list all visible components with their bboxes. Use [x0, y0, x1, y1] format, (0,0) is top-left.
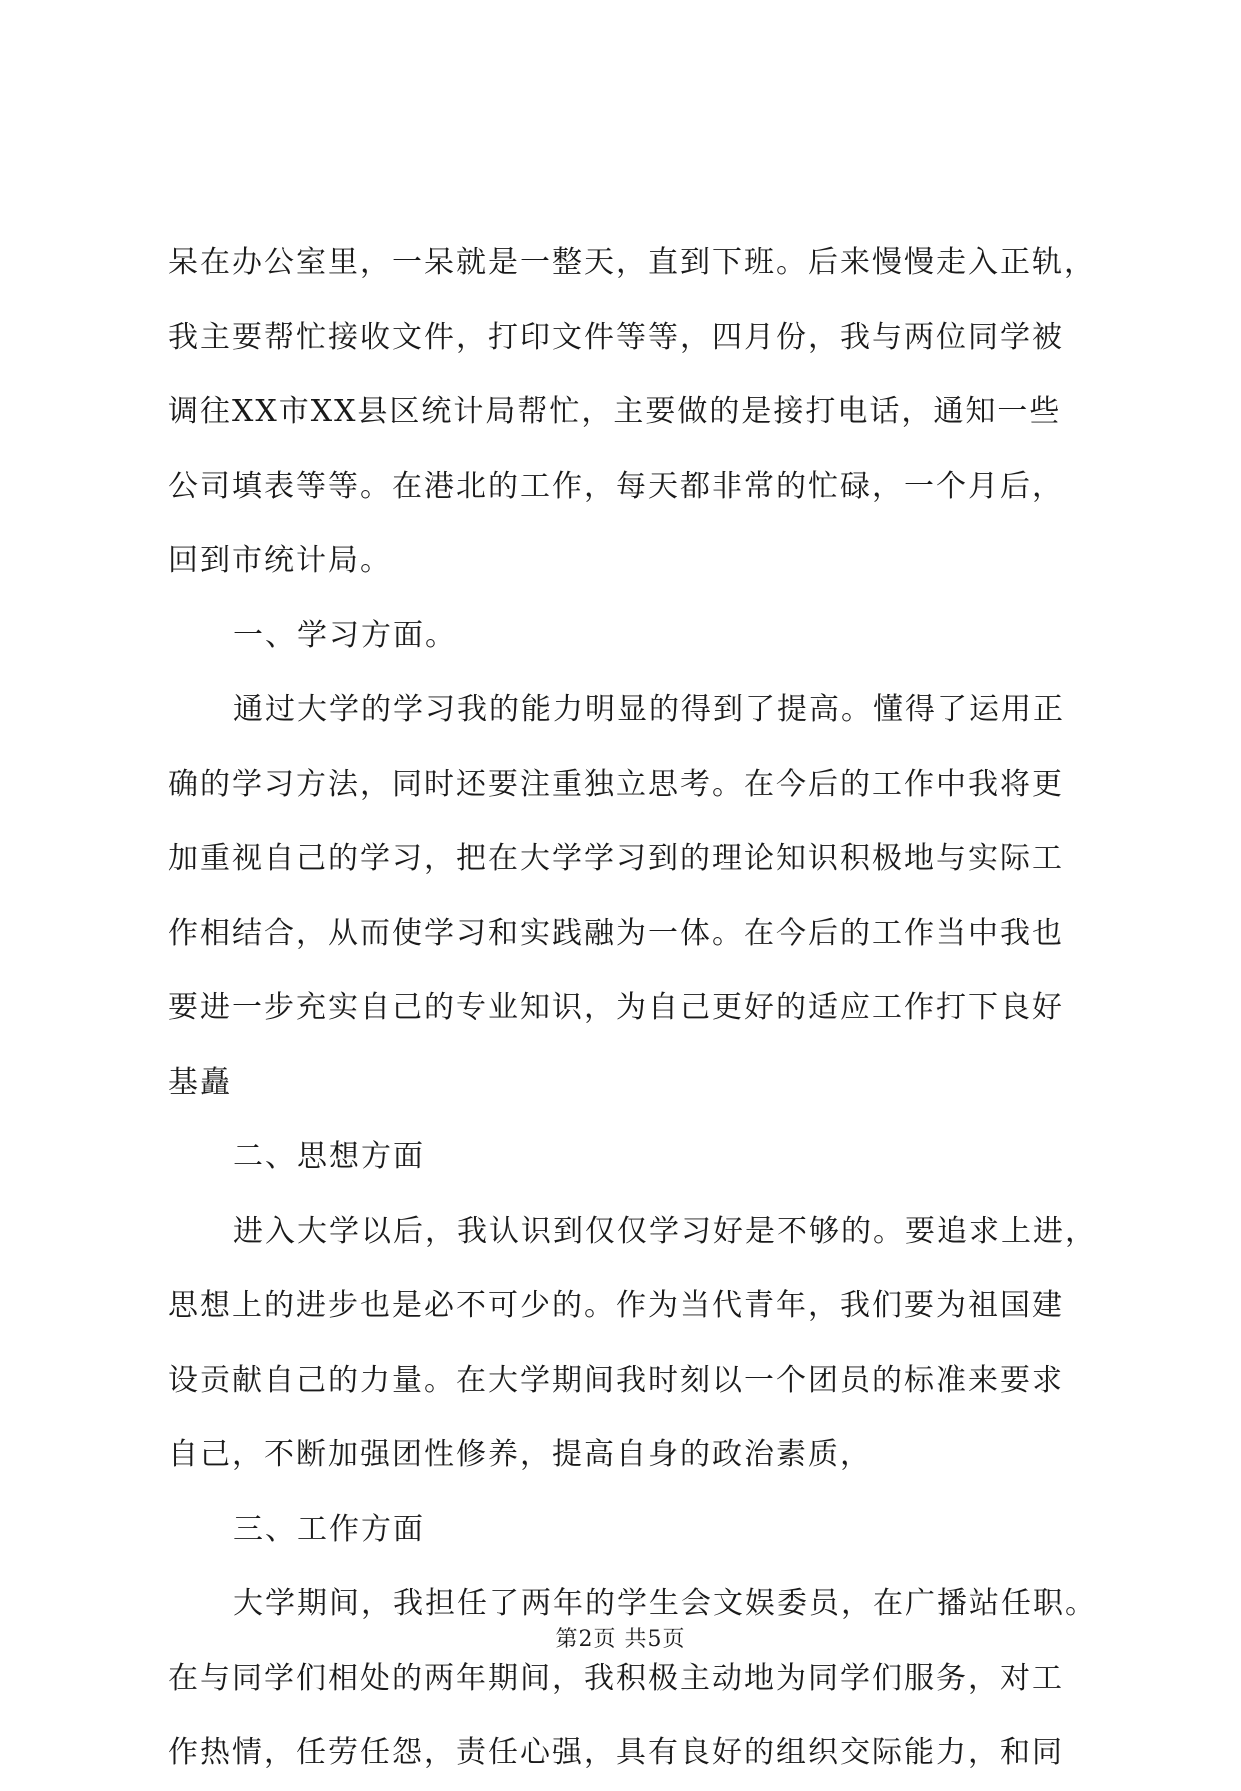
page-number-footer: 第2页 共5页 — [555, 1627, 686, 1652]
text-line: 在与同学们相处的两年期间，我积极主动地为同学们服务，对工 — [168, 1660, 1064, 1696]
text-line: 设贡献自己的力量。在大学期间我时刻以一个团员的标准来要求 — [168, 1362, 1064, 1398]
text-line: 加重视自己的学习，把在大学学习到的理论知识积极地与实际工 — [168, 841, 1064, 876]
text-line: 确的学习方法，同时还要注重独立思考。在今后的工作中我将更 — [168, 766, 1064, 802]
text-line: 我主要帮忙接收文件，打印文件等等，四月份，我与两位同学被 — [168, 319, 1064, 355]
text-line: 回到市统计局。 — [168, 543, 392, 578]
paragraph-start: 大学期间，我担任了两年的学生会文娱委员，在广播站任职。 — [233, 1586, 1097, 1621]
text-line: 呆在办公室里，一呆就是一整天，直到下班。后来慢慢走入正轨， — [168, 245, 1096, 280]
paragraph-start: 进入大学以后，我认识到仅仅学习好是不够的。要追求上进， — [233, 1213, 1097, 1249]
text-line: 公司填表等等。在港北的工作，每天都非常的忙碌，一个月后， — [168, 468, 1064, 504]
text-line: 调往XX市XX县区统计局帮忙，主要做的是接打电话，通知一些 — [168, 394, 1062, 429]
text-line: 思想上的进步也是必不可少的。作为当代青年，我们要为祖国建 — [168, 1288, 1064, 1323]
section-heading-work: 三、工作方面 — [233, 1511, 425, 1547]
text-line: 基矗 — [168, 1064, 232, 1100]
text-line: 要进一步充实自己的专业知识，为自己更好的适应工作打下良好 — [168, 990, 1064, 1025]
document-body — [168, 226, 1097, 1791]
paragraph-start: 通过大学的学习我的能力明显的得到了提高。懂得了运用正 — [233, 692, 1065, 727]
text-line: 作相结合，从而使学习和实践融为一体。在今后的工作当中我也 — [168, 915, 1064, 951]
section-heading-thought: 二、思想方面 — [233, 1139, 425, 1174]
text-line: 自己，不断加强团性修养，提高自身的政治素质， — [168, 1437, 872, 1472]
section-heading-study: 一、学习方面。 — [233, 617, 457, 653]
text-line: 作热情，任劳任怨，责任心强，具有良好的组织交际能力，和同 — [168, 1735, 1064, 1770]
